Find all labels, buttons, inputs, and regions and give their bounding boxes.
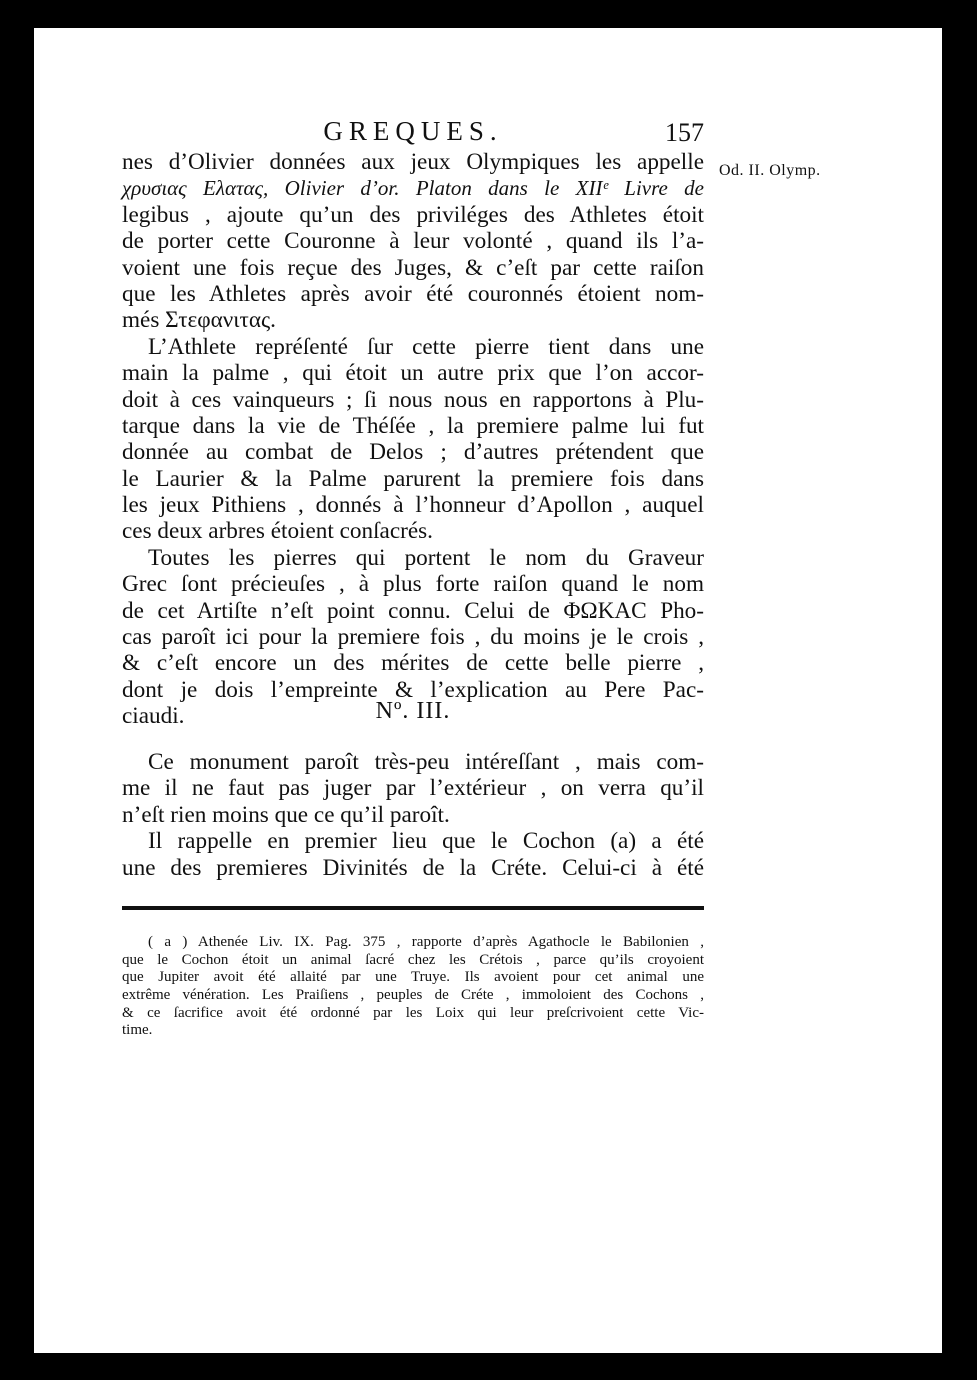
text-line: n’eſt rien moins que ce qu’il paroît. xyxy=(122,801,450,828)
footnote-line: ( a ) Athenée Liv. IX. Pag. 375 , rapporte d’après Agathocle le Babilonien , xyxy=(148,934,704,950)
text-line: Toutes les pierres qui portent le nom du Graveur xyxy=(148,544,704,571)
text-line: les jeux Pithiens , donnés à l’honneur d’Apollon , auquel xyxy=(122,492,704,519)
page-number: 157 xyxy=(665,118,704,147)
main-text-block-2 xyxy=(122,749,704,881)
text-line: legibus , ajoute qu’un des priviléges des Athletes étoit xyxy=(122,201,704,228)
text-line: de cet Artiſte n’eſt point connu. Celui de ΦΩΚΑϹ Pho- xyxy=(122,597,704,624)
section-heading: Nº. III. xyxy=(375,698,451,724)
text-line: ciaudi. xyxy=(122,703,185,730)
running-title: GREQUES. xyxy=(323,116,503,146)
text-line: Il rappelle en premier lieu que le Cochon (a) a été xyxy=(148,828,704,855)
footnote-line: extrême vénération. Les Praiſiens , peuples de Créte , immoloient des Cochons , xyxy=(122,987,704,1004)
text-line: L’Athlete repréſenté ſur cette pierre tient dans une xyxy=(148,333,704,360)
text-line: més Στεφανιτας. xyxy=(122,307,276,334)
book-page xyxy=(34,28,942,1353)
text-line: tarque dans la vie de Théſée , la premiere palme lui fut xyxy=(122,412,704,439)
text-line: voient une fois reçue des Juges, & c’eſt par cette raiſon xyxy=(122,254,704,281)
text-line: & c’eſt encore un des mérites de cette belle pierre , xyxy=(122,650,704,677)
margin-note: Od. II. Olymp. xyxy=(719,162,821,179)
text-line: dont je dois l’empreinte & l’explication au Pere Pac- xyxy=(122,676,704,703)
main-text-block-1 xyxy=(122,149,704,730)
text-line: cas paroît ici pour la premiere fois , du moins je le crois , xyxy=(122,624,704,651)
footnote-line: & ce ſacrifice avoit été ordonné par les Loix qui leur preſcrivoient cette Vic- xyxy=(122,1004,704,1021)
text-line: que les Athletes après avoir été couronnés étoient nom- xyxy=(122,280,704,307)
text-line: Ce monument paroît très-peu intéreſſant , mais com- xyxy=(148,749,704,775)
text-line: ces deux arbres étoient conſacrés. xyxy=(122,518,433,545)
text-line: donnée au combat de Delos ; d’autres prétendent que xyxy=(122,439,704,466)
text-line: χρυσιας Ελατας, Olivier d’or. Platon dans le XIIᵉ Livre de xyxy=(122,176,704,201)
footnote-line: que Jupiter avoit été allaité par une Truye. Ils avoient pour cet animal une xyxy=(122,969,704,986)
footnote-rule xyxy=(122,906,704,910)
text-line: nes d’Olivier données aux jeux Olympiques les appelle xyxy=(122,149,704,175)
footnote xyxy=(122,934,704,1040)
text-line: main la palme , qui étoit un autre prix que l’on accor- xyxy=(122,360,704,387)
footnote-line: time. xyxy=(122,1022,153,1039)
text-line: me il ne faut pas juger par l’extérieur , on verra qu’il xyxy=(122,775,704,802)
text-line: le Laurier & la Palme parurent la premiere fois dans xyxy=(122,465,704,492)
text-line: Grec ſont précieuſes , à plus forte raiſon quand le nom xyxy=(122,571,704,598)
text-line: doit à ces vainqueurs ; ſi nous nous en rapportons à Plu- xyxy=(122,386,704,413)
page-header xyxy=(122,116,704,150)
footnote-line: que le Cochon étoit un animal ſacré chez les Crétois , parce qu’ils croyoient xyxy=(122,951,704,968)
text-line: de porter cette Couronne à leur volonté , quand ils l’a- xyxy=(122,228,704,255)
text-line: une des premieres Divinités de la Créte. Celui-ci à été xyxy=(122,854,704,881)
